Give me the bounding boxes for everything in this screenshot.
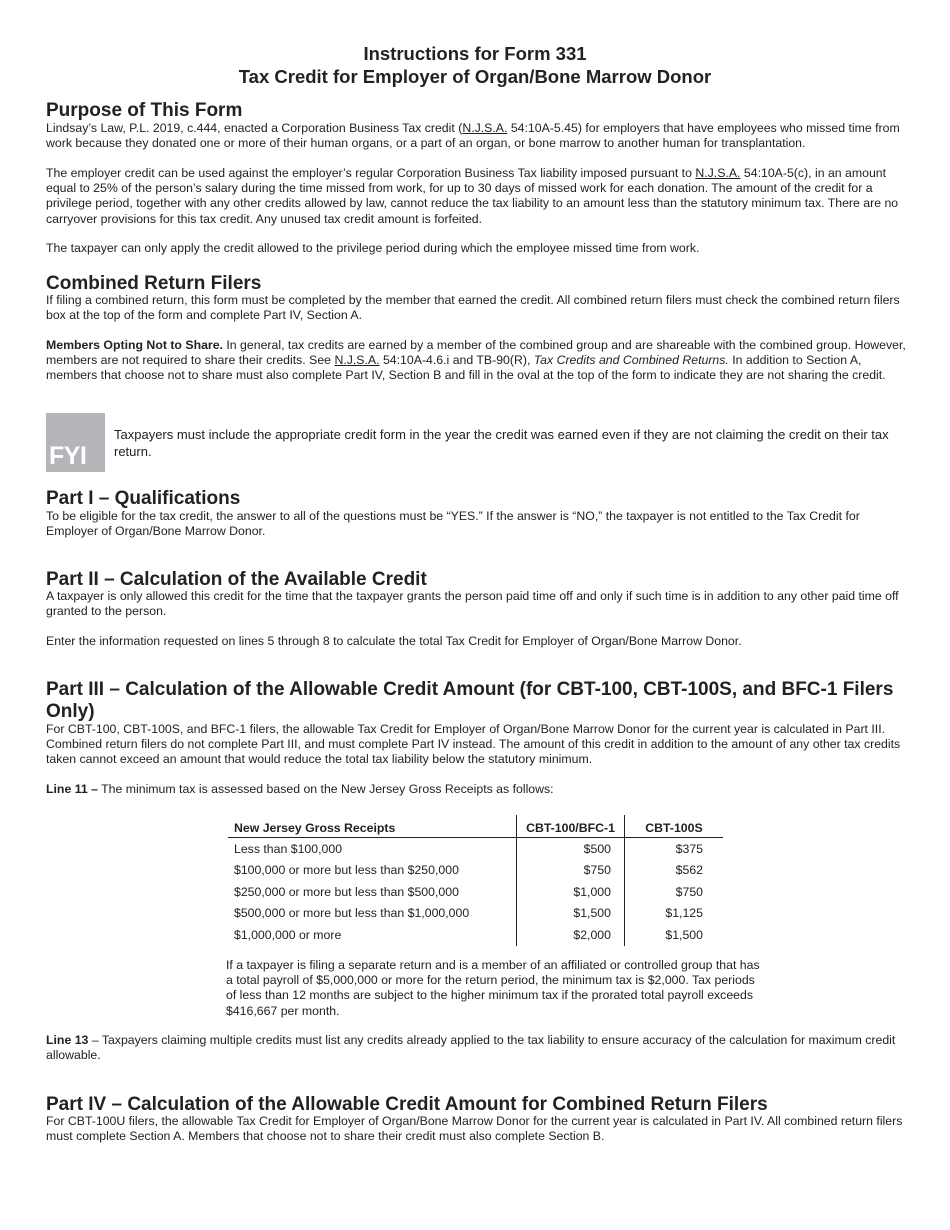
- table-row: [228, 881, 723, 903]
- text-run: In general, tax credits are earned by a member of the combined group and are shareable with the combined group. However, members are not required to share their credits. See: [46, 338, 906, 368]
- njsa-reference: N.J.S.A.: [462, 121, 508, 135]
- column-header: CBT-100/BFC-1: [517, 815, 625, 838]
- title-line-2: Tax Credit for Employer of Organ/Bone Marrow Donor: [238, 66, 712, 87]
- table-cell: $100,000 or more but less than $250,000: [234, 863, 459, 878]
- minimum-tax-table: [228, 815, 723, 946]
- table-header-row: [228, 815, 723, 838]
- line13-label: Line 13: [46, 1033, 89, 1047]
- fyi-badge-text: FYI: [49, 442, 87, 470]
- fyi-icon: [46, 413, 105, 472]
- table-cell: $2,000: [517, 924, 625, 946]
- column-header: New Jersey Gross Receipts: [228, 815, 517, 838]
- part2-heading: Part II – Calculation of the Available Credit: [46, 569, 427, 590]
- column-header: CBT-100S: [625, 815, 724, 838]
- title-line-1: Instructions for Form 331: [363, 43, 587, 64]
- combined-paragraph-1: If filing a combined return, this form must be completed by the member that earned the credit. All combined return filers must check the combined return filers box at the top of the form and complete Part IV, Section A.: [46, 293, 900, 323]
- table-cell: $1,500: [517, 903, 625, 925]
- publication-title: Tax Credits and Combined Returns.: [533, 353, 729, 368]
- part3-paragraph: For CBT-100, CBT-100S, and BFC-1 filers, the allowable Tax Credit for Employer of Organ/Bone Marrow Donor for the current year is calculated in Part III. Combined return filers do not complete Part III, and must complete Part IV instead. The amount of this credit in addition to the amount of any other tax credits taken cannot exceed an amount that would reduce the total tax liability below the statutory minimum.: [46, 722, 901, 767]
- table-row: [228, 924, 723, 946]
- njsa-reference: N.J.S.A.: [695, 166, 741, 180]
- text-run: In addition to Section A, members that choose not to share must also complete Part IV, Section B and fill in the oval at the top of the form to indicate they are not sharing the credit.: [46, 353, 886, 383]
- table-cell: $375: [625, 838, 724, 860]
- part4-heading: Part IV – Calculation of the Allowable Credit Amount for Combined Return Filers: [46, 1094, 768, 1115]
- table-cell: Less than $100,000: [234, 841, 343, 856]
- table-cell: $1,000,000 or more: [234, 927, 342, 942]
- text-run: 54:10A-5.45) for employers that have employees who missed time from work because they donated one or more of their human organs, or a part of an organ, or bone marrow to another human for transplantation.: [46, 121, 900, 151]
- purpose-paragraph-1: [46, 121, 906, 151]
- part4-paragraph: For CBT-100U filers, the allowable Tax Credit for Employer of Organ/Bone Marrow Donor for the current year is calculated in Part IV. All combined return filers must complete Section A. Members that choose not to share their credit must also complete Section B.: [46, 1114, 903, 1144]
- purpose-paragraph-3: The taxpayer can only apply the credit allowed to the privilege period during which the employee missed time from work.: [46, 241, 700, 255]
- table-cell: $750: [625, 881, 724, 903]
- text-run: Lindsay’s Law, P.L. 2019, c.444, enacted a Corporation Business Tax credit (: [46, 121, 463, 135]
- text-run: 54:10A-5(c), in an amount equal to 25% of the person’s salary during the time missed from work, for up to 30 days of missed work for each donation. The amount of the credit for a privilege period, together with any other credits allowed by law, cannot reduce the tax liability to an amount less than the statutory minimum tax. There are no carryover provisions for this tax credit. Any unused tax credit amount is forfeited.: [46, 166, 899, 226]
- combined-heading: Combined Return Filers: [46, 273, 262, 294]
- part2-paragraph-2: Enter the information requested on lines 5 through 8 to calculate the total Tax Credit for Employer of Organ/Bone Marrow Donor.: [46, 634, 742, 648]
- njsa-reference: N.J.S.A.: [334, 353, 380, 368]
- table-cell: $500,000 or more but less than $1,000,000: [234, 906, 470, 921]
- purpose-heading: Purpose of This Form: [46, 100, 243, 121]
- part3-heading: Part III – Calculation of the Allowable Credit Amount (for CBT-100, CBT-100S, and BFC-1 Filers Only): [46, 679, 894, 722]
- table-cell: $1,500: [625, 924, 724, 946]
- table-row: [228, 838, 723, 860]
- combined-paragraph-2: [46, 338, 906, 384]
- part1-paragraph: To be eligible for the tax credit, the answer to all of the questions must be “YES.” If the answer is “NO,” the taxpayer is not entitled to the Tax Credit for Employer of Organ/Bone Marrow Donor.: [46, 509, 860, 539]
- table-cell: $562: [625, 860, 724, 882]
- text-run: 54:10A-4.6.i and TB-90(R),: [379, 353, 534, 368]
- table-cell: $750: [517, 860, 625, 882]
- table-cell: $1,000: [517, 881, 625, 903]
- table-cell: $500: [517, 838, 625, 860]
- document-title: [0, 42, 950, 88]
- fyi-text: Taxpayers must include the appropriate credit form in the year the credit was earned even if they are not claiming the credit on their tax return.: [114, 427, 889, 459]
- table-row: [228, 860, 723, 882]
- table-cell: $1,125: [625, 903, 724, 925]
- members-opting-label: Members Opting Not to Share.: [46, 338, 223, 352]
- part1-heading: Part I – Qualifications: [46, 488, 241, 509]
- line11-paragraph: [46, 782, 906, 797]
- minimum-tax-note: If a taxpayer is filing a separate return and is a member of an affiliated or controlled group that has a total payroll of $5,000,000 or more for the return period, the minimum tax is $2,000. Tax periods of less than 12 months are subject to the higher minimum tax if the prorated total payroll exceeds $416,667 per month.: [226, 958, 760, 1018]
- table-cell: $250,000 or more but less than $500,000: [234, 884, 459, 899]
- purpose-paragraph-2: [46, 166, 906, 227]
- table-row: [228, 903, 723, 925]
- part2-paragraph-1: A taxpayer is only allowed this credit for the time that the taxpayer grants the person paid time off and only if such time is in addition to any other paid time off granted to the person.: [46, 589, 899, 619]
- line13-paragraph: [46, 1033, 906, 1063]
- text-run: The employer credit can be used against the employer’s regular Corporation Business Tax liability imposed pursuant to: [46, 166, 696, 180]
- text-run: The minimum tax is assessed based on the New Jersey Gross Receipts as follows:: [97, 782, 554, 796]
- text-run: – Taxpayers claiming multiple credits must list any credits already applied to the tax liability to ensure accuracy of the calculation for maximum credit allowable.: [46, 1033, 896, 1063]
- line11-label: Line 11 –: [46, 782, 98, 796]
